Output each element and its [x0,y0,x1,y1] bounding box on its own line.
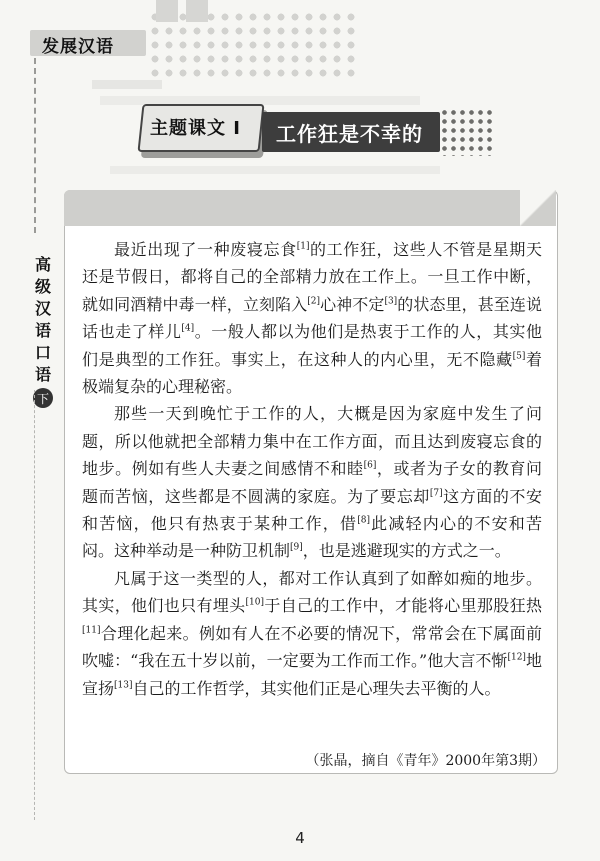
footnote-marker: [12] [507,652,526,663]
page-number: 4 [295,829,305,847]
paragraph-text: 最近出现了一种废寝忘食 [114,240,297,259]
footnote-marker: [8] [357,515,370,526]
side-dashed-rule [34,390,35,820]
paragraph-text: 的状态里，甚至连说话也走了样儿 [82,294,542,342]
side-tab-char: 口 [34,343,51,362]
footnote-marker: [13] [114,680,133,691]
lesson-body [82,236,542,702]
footnote-marker: [1] [296,241,310,252]
paragraph-text: ，也是逃避现实的方式之一。 [302,541,511,561]
text-panel-corner [520,190,556,226]
footnote-marker: [11] [82,625,101,636]
body-paragraph [82,400,542,564]
header-dashed-rule [34,58,36,233]
side-tab-char: 语 [34,321,51,340]
paragraph-text: 的工作狂，这些人不管是星期天还是节假日，都将自己的全部精力放在工作上。一旦工作中断，就如同酒精中毒一样，立刻陷入 [82,240,542,314]
paragraph-text: 合理化起来。例如有人在不必要的情况下，常常会在下属面前吹嘘：“我在五十岁以前，一定要为工作而工作。”他大言不惭 [82,623,542,671]
body-paragraph [82,565,542,702]
paragraph-text: ，或者为子女的教育问题而苦恼，这些都是不圆满的家庭。为了要忘却 [82,459,542,506]
paragraph-text: 。一般人都以为他们是热衷于工作的人，其实他们是典型的工作狂。事实上，在这种人的内心里，无不隐藏 [82,322,542,369]
footnote-marker: [10] [245,597,264,608]
footnote-marker: [3] [384,296,398,307]
paragraph-text: 那些一天到晚忙于工作的人，大概是因为家庭中发生了问题，所以他就把全部精力集中在工作方面，而且达到废寝忘食的地步。例如有些人夫妻之间感情不和睦 [82,404,542,479]
paragraph-text: 凡属于这一类型的人，都对工作认真到了如醉如痴的地步。其实，他们也只有埋头 [82,568,542,616]
bleed-through [92,80,162,89]
header-dot-pattern [148,10,358,80]
header-deco-square [156,0,178,22]
paragraph-text: 这方面的不安和苦恼，他只有热衷于某种工作，借 [82,486,542,534]
paragraph-text: 自己的工作哲学，其实他们正是心理失去平衡的人。 [132,678,501,698]
body-paragraph [82,236,542,400]
side-tab-char: 高 [34,255,51,274]
lesson-label: 主题课文 I [150,118,241,139]
banner-dot-pattern [440,108,492,156]
side-tab-char: 语 [34,365,51,384]
footnote-marker: [7] [429,488,443,499]
footnote-marker: [2] [307,296,320,307]
text-panel-header-bar [64,190,556,226]
bleed-through [110,166,440,174]
paragraph-text: 地宣扬 [82,651,542,698]
header-deco-square [186,0,208,22]
side-tab-char: 汉 [34,299,51,318]
source-credit: （张晶，摘自《青年》2000年第3期） [305,753,546,769]
footnote-marker: [5] [512,351,526,362]
lesson-title: 工作狂是不幸的 [276,122,423,146]
footnote-marker: [4] [181,323,195,334]
volume-badge: 下 [33,388,53,408]
paragraph-text: 于自己的工作中，才能将心里那股狂热 [264,596,542,616]
series-title: 发展汉语 [42,37,114,57]
paragraph-text: 着极端复杂的心理秘密。 [82,349,542,397]
footnote-marker: [6] [363,460,377,471]
paragraph-text: 心神不定 [319,294,385,314]
side-tab-char: 级 [34,277,51,296]
footnote-marker: [9] [290,543,303,554]
paragraph-text: 此减轻内心的不安和苦闷。这种举动是一种防卫机制 [82,514,542,561]
side-tab [27,254,59,408]
